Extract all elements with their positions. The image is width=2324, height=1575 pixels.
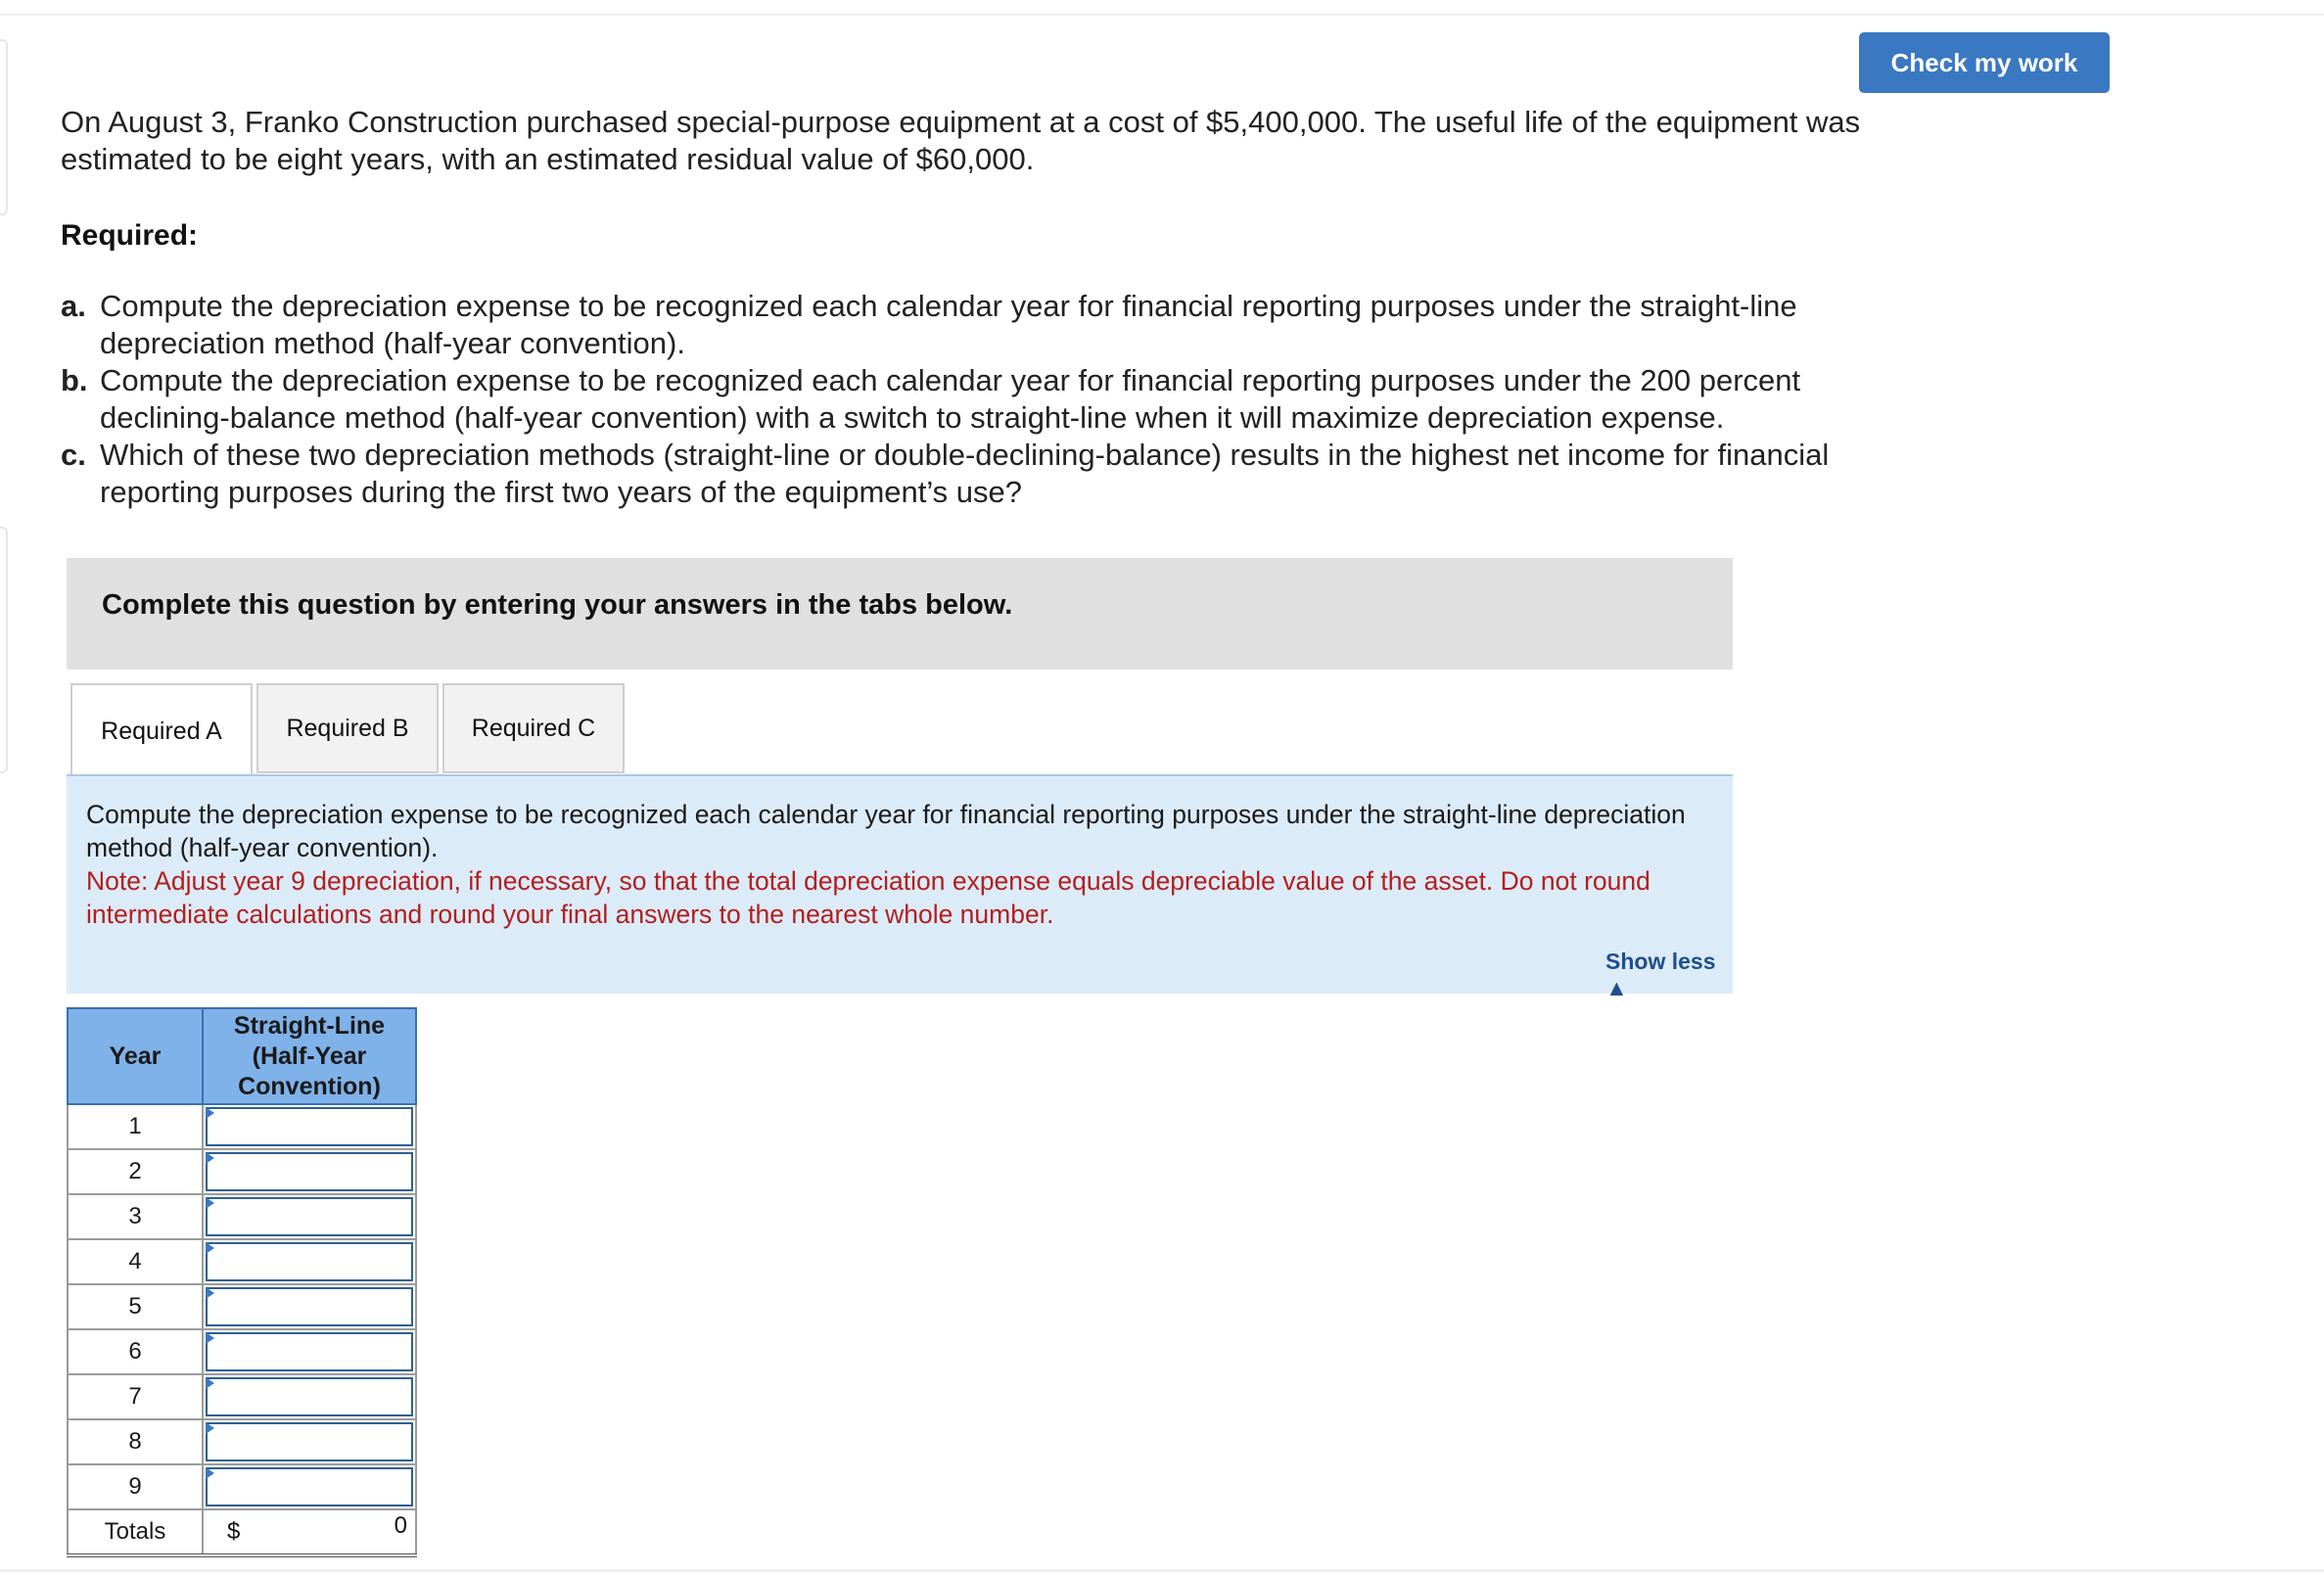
depreciation-table [67,1007,417,1557]
year-cell: 4 [68,1239,203,1284]
totals-currency: $ [227,1518,241,1545]
tab-required-a[interactable]: Required A [70,683,253,777]
tab-required-b[interactable]: Required B [256,683,439,773]
table-row [68,1239,416,1284]
depreciation-input-year-9[interactable] [206,1467,413,1506]
column-header-year: Year [68,1008,203,1104]
show-less-link[interactable]: Show less ▲ [1605,949,1716,1000]
year-cell: 6 [68,1329,203,1374]
table-row [68,1374,416,1419]
required-heading: Required: [61,219,199,252]
depreciation-input-year-6[interactable] [206,1332,413,1371]
cell-marker-icon [206,1332,214,1344]
value-cell [203,1284,416,1329]
depreciation-input-year-2[interactable] [206,1152,413,1191]
cell-marker-icon [206,1287,214,1299]
required-item-text: Compute the depreciation expense to be recognized each calendar year for financial reporting purposes under the straight-line depreciation method (half-year convention). [100,289,1797,360]
complete-question-text: Complete this question by entering your answers in the tabs below. [102,589,1013,621]
required-item-letter: b. [61,363,88,397]
year-cell: 9 [68,1464,203,1509]
required-item-text: Compute the depreciation expense to be recognized each calendar year for financial reporting purposes under the 200 percent declining-balance method (half-year convention) with a switch to straight-line when it will maximize depreciation expense. [100,363,1801,435]
depreciation-input-year-1[interactable] [206,1107,413,1146]
table-row [68,1104,416,1149]
totals-row [68,1509,416,1555]
totals-cell [203,1509,416,1555]
value-cell [203,1329,416,1374]
problem-statement: On August 3, Franko Construction purchased special-purpose equipment at a cost of $5,400,000. The useful life of the equipment was estimated to be eight years, with an estimated residual value of $60,000. [61,105,1861,176]
table-row [68,1419,416,1464]
depreciation-input-year-8[interactable] [206,1422,413,1461]
bottom-divider [0,1569,2324,1572]
depreciation-input-year-4[interactable] [206,1242,413,1281]
cell-marker-icon [206,1422,214,1434]
instructions-text: Compute the depreciation expense to be recognized each calendar year for financial reporting purposes under the straight-line depreciation method (half-year convention). [86,800,1686,862]
cell-marker-icon [206,1107,214,1119]
year-cell: 1 [68,1104,203,1149]
table-row [68,1329,416,1374]
tab-required-c[interactable]: Required C [442,683,625,773]
year-cell: 3 [68,1194,203,1239]
table-row [68,1284,416,1329]
cell-marker-icon [206,1242,214,1254]
cell-marker-icon [206,1377,214,1389]
table-header-row [68,1008,416,1104]
value-cell [203,1239,416,1284]
value-cell [203,1194,416,1239]
depreciation-input-year-7[interactable] [206,1377,413,1416]
required-list [61,288,1901,511]
totals-label: Totals [68,1509,203,1555]
instructions-panel [67,776,1733,1000]
value-cell [203,1149,416,1194]
cell-marker-icon [206,1152,214,1164]
column-header-straight-line [203,1008,416,1104]
cell-marker-icon [206,1467,214,1479]
table-row [68,1194,416,1239]
value-cell [203,1419,416,1464]
required-item-text: Which of these two depreciation methods (straight-line or double-declining-balance) results in the highest net income for financial reporting purposes during the first two years of the equipment’s use? [100,438,1830,509]
left-panel-edge [0,527,8,773]
required-item-b [61,362,1901,437]
column-header-line: Straight-Line [233,1011,386,1040]
depreciation-input-year-3[interactable] [206,1197,413,1236]
left-panel-edge [0,39,8,215]
value-cell [203,1374,416,1419]
column-header-line: Convention) [238,1072,381,1100]
depreciation-input-year-5[interactable] [206,1287,413,1326]
cell-marker-icon [206,1197,214,1209]
table-row [68,1464,416,1509]
totals-value: 0 [394,1512,407,1539]
required-item-c [61,437,1901,511]
required-item-a [61,288,1901,362]
column-header-line: (Half-Year [252,1042,367,1070]
instructions-note: Note: Adjust year 9 depreciation, if necessary, so that the total depreciation expense equals depreciable value of the asset. Do not round intermediate calculations and round your final answers to the nearest whole number. [86,866,1650,929]
year-cell: 5 [68,1284,203,1329]
value-cell [203,1104,416,1149]
year-cell: 8 [68,1419,203,1464]
required-item-letter: c. [61,438,86,472]
top-divider [0,14,2324,16]
required-item-letter: a. [61,289,86,323]
check-my-work-button[interactable]: Check my work [1859,32,2110,93]
year-cell: 7 [68,1374,203,1419]
table-row [68,1149,416,1194]
value-cell [203,1464,416,1509]
complete-question-banner [67,558,1733,670]
year-cell: 2 [68,1149,203,1194]
